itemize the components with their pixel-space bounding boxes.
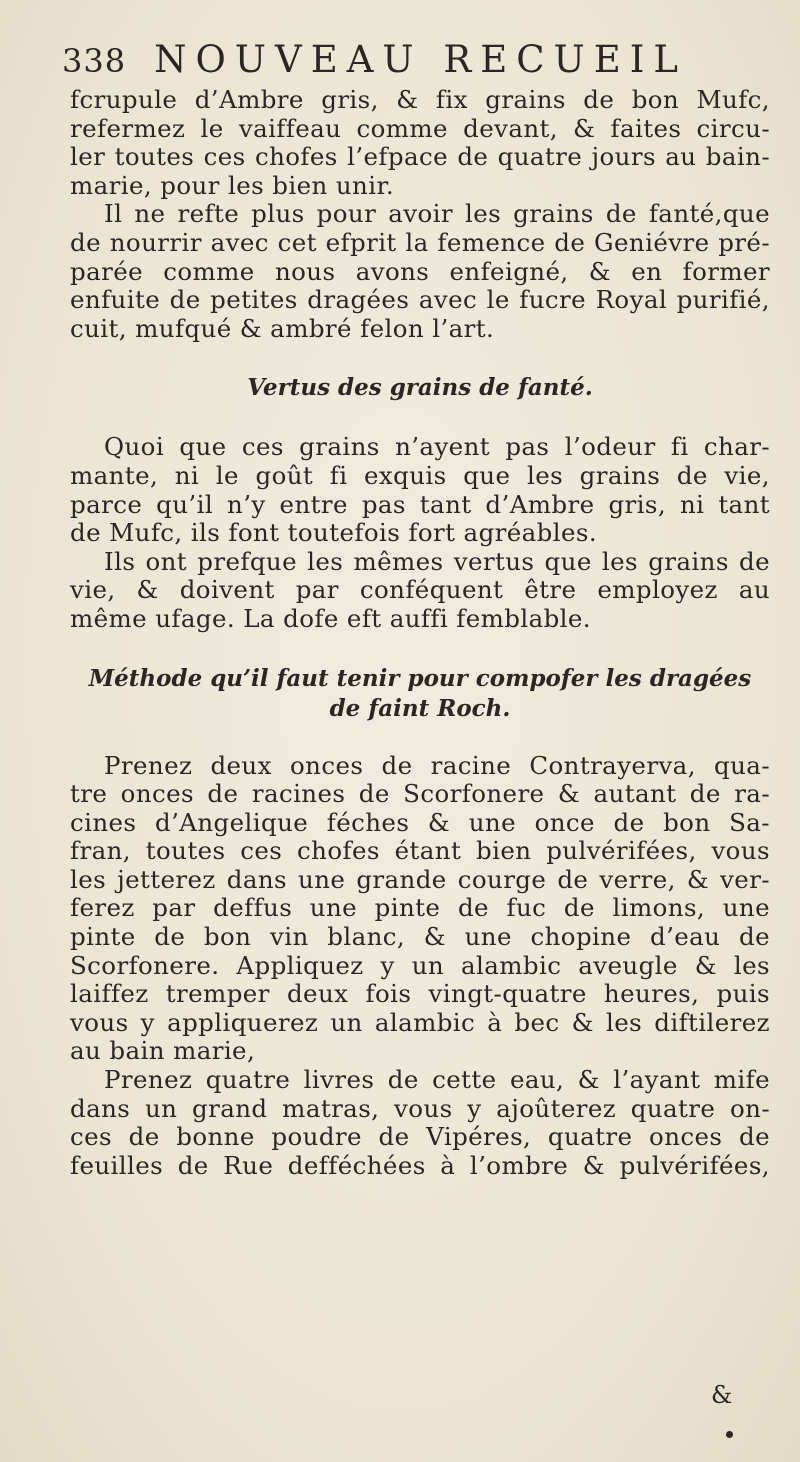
text-line: mante, ni le goût fi exquis que les grains de vie,	[70, 460, 770, 490]
text-line: Prenez quatre livres de cette eau, & l’ayant mife	[104, 1065, 770, 1095]
running-title: NOUVEAU RECUEIL	[154, 38, 687, 81]
text-line: laiffez tremper deux fois vingt-quatre heures, puis	[70, 979, 770, 1009]
text-line: ferez par deffus une pinte de fuc de limons, une	[70, 893, 770, 923]
text-line: Scorfonere. Appliquez y un alambic aveugle & les	[70, 950, 770, 980]
paragraph	[70, 200, 770, 343]
text-line: de nourrir avec cet efprit la femence de Geniévre pré-	[70, 227, 770, 257]
text-line: ler toutes ces chofes l’efpace de quatre jours au bain-	[70, 142, 770, 172]
heading-line: Méthode qu’il faut tenir pour compofer les dragées	[88, 664, 752, 692]
text-line: refermez le vaiffeau comme devant, & faites circu-	[70, 113, 770, 143]
paragraph	[70, 752, 770, 1067]
text-line: Ils ont prefque les mêmes vertus que les grains de	[104, 546, 770, 576]
heading-line: de faint Roch.	[329, 694, 511, 722]
text-line: marie, pour les bien unir.	[70, 170, 395, 200]
text-line: ces de bonne poudre de Vipéres, quatre onces de	[70, 1122, 770, 1152]
section-heading	[70, 664, 770, 724]
text-line: vous y appliquerez un alambic à bec & les diftilerez	[70, 1007, 770, 1037]
text-line: dans un grand matras, vous y ajoûterez quatre on-	[70, 1093, 770, 1123]
text-line: les jetterez dans une grande courge de verre, & ver-	[70, 864, 770, 894]
text-line: cuit, mufqué & ambré felon l’art.	[70, 313, 495, 343]
text-line: tre onces de racines de Scorfonere & autant de ra-	[70, 779, 770, 809]
text-line: fcrupule d’Ambre gris, & fix grains de bon Mufc,	[70, 85, 770, 114]
text-line: au bain marie,	[70, 1036, 256, 1066]
text-line: Prenez deux onces de racine Contrayerva, qua-	[104, 750, 770, 780]
text-line: parce qu’il n’y entre pas tant d’Ambre gris, ni tant	[70, 489, 770, 519]
page-body	[70, 86, 770, 1180]
text-line: fran, toutes ces chofes étant bien pulvérifées, vous	[70, 836, 770, 866]
ink-spot	[726, 1431, 733, 1438]
paragraph	[70, 86, 770, 200]
section-heading: Vertus des grains de fanté.	[247, 374, 593, 402]
text-line: même ufage. La dofe eft auffi femblable.	[70, 603, 591, 633]
text-line: parée comme nous avons enfeigné, & en former	[70, 256, 770, 286]
text-line: enfuite de petites dragées avec le fucre Royal purifié,	[70, 285, 770, 315]
text-line: Il ne refte plus pour avoir les grains de fanté,que	[104, 199, 770, 229]
page-number: 338	[62, 42, 127, 80]
text-line: cines d’Angelique féches & une once de bon Sa-	[70, 807, 770, 837]
catchword: &	[711, 1381, 733, 1409]
text-line: pinte de bon vin blanc, & une chopine d’eau de	[70, 922, 770, 952]
text-line: vie, & doivent par conféquent être employez au	[70, 575, 770, 605]
text-line: de Mufc, ils font toutefois fort agréables.	[70, 518, 598, 548]
paragraph	[70, 433, 770, 547]
text-line: feuilles de Rue defféchées à l’ombre & pulvérifées,	[70, 1150, 770, 1180]
paragraph	[70, 1066, 770, 1180]
text-line: Quoi que ces grains n’ayent pas l’odeur fi char-	[104, 432, 770, 462]
paragraph	[70, 548, 770, 634]
